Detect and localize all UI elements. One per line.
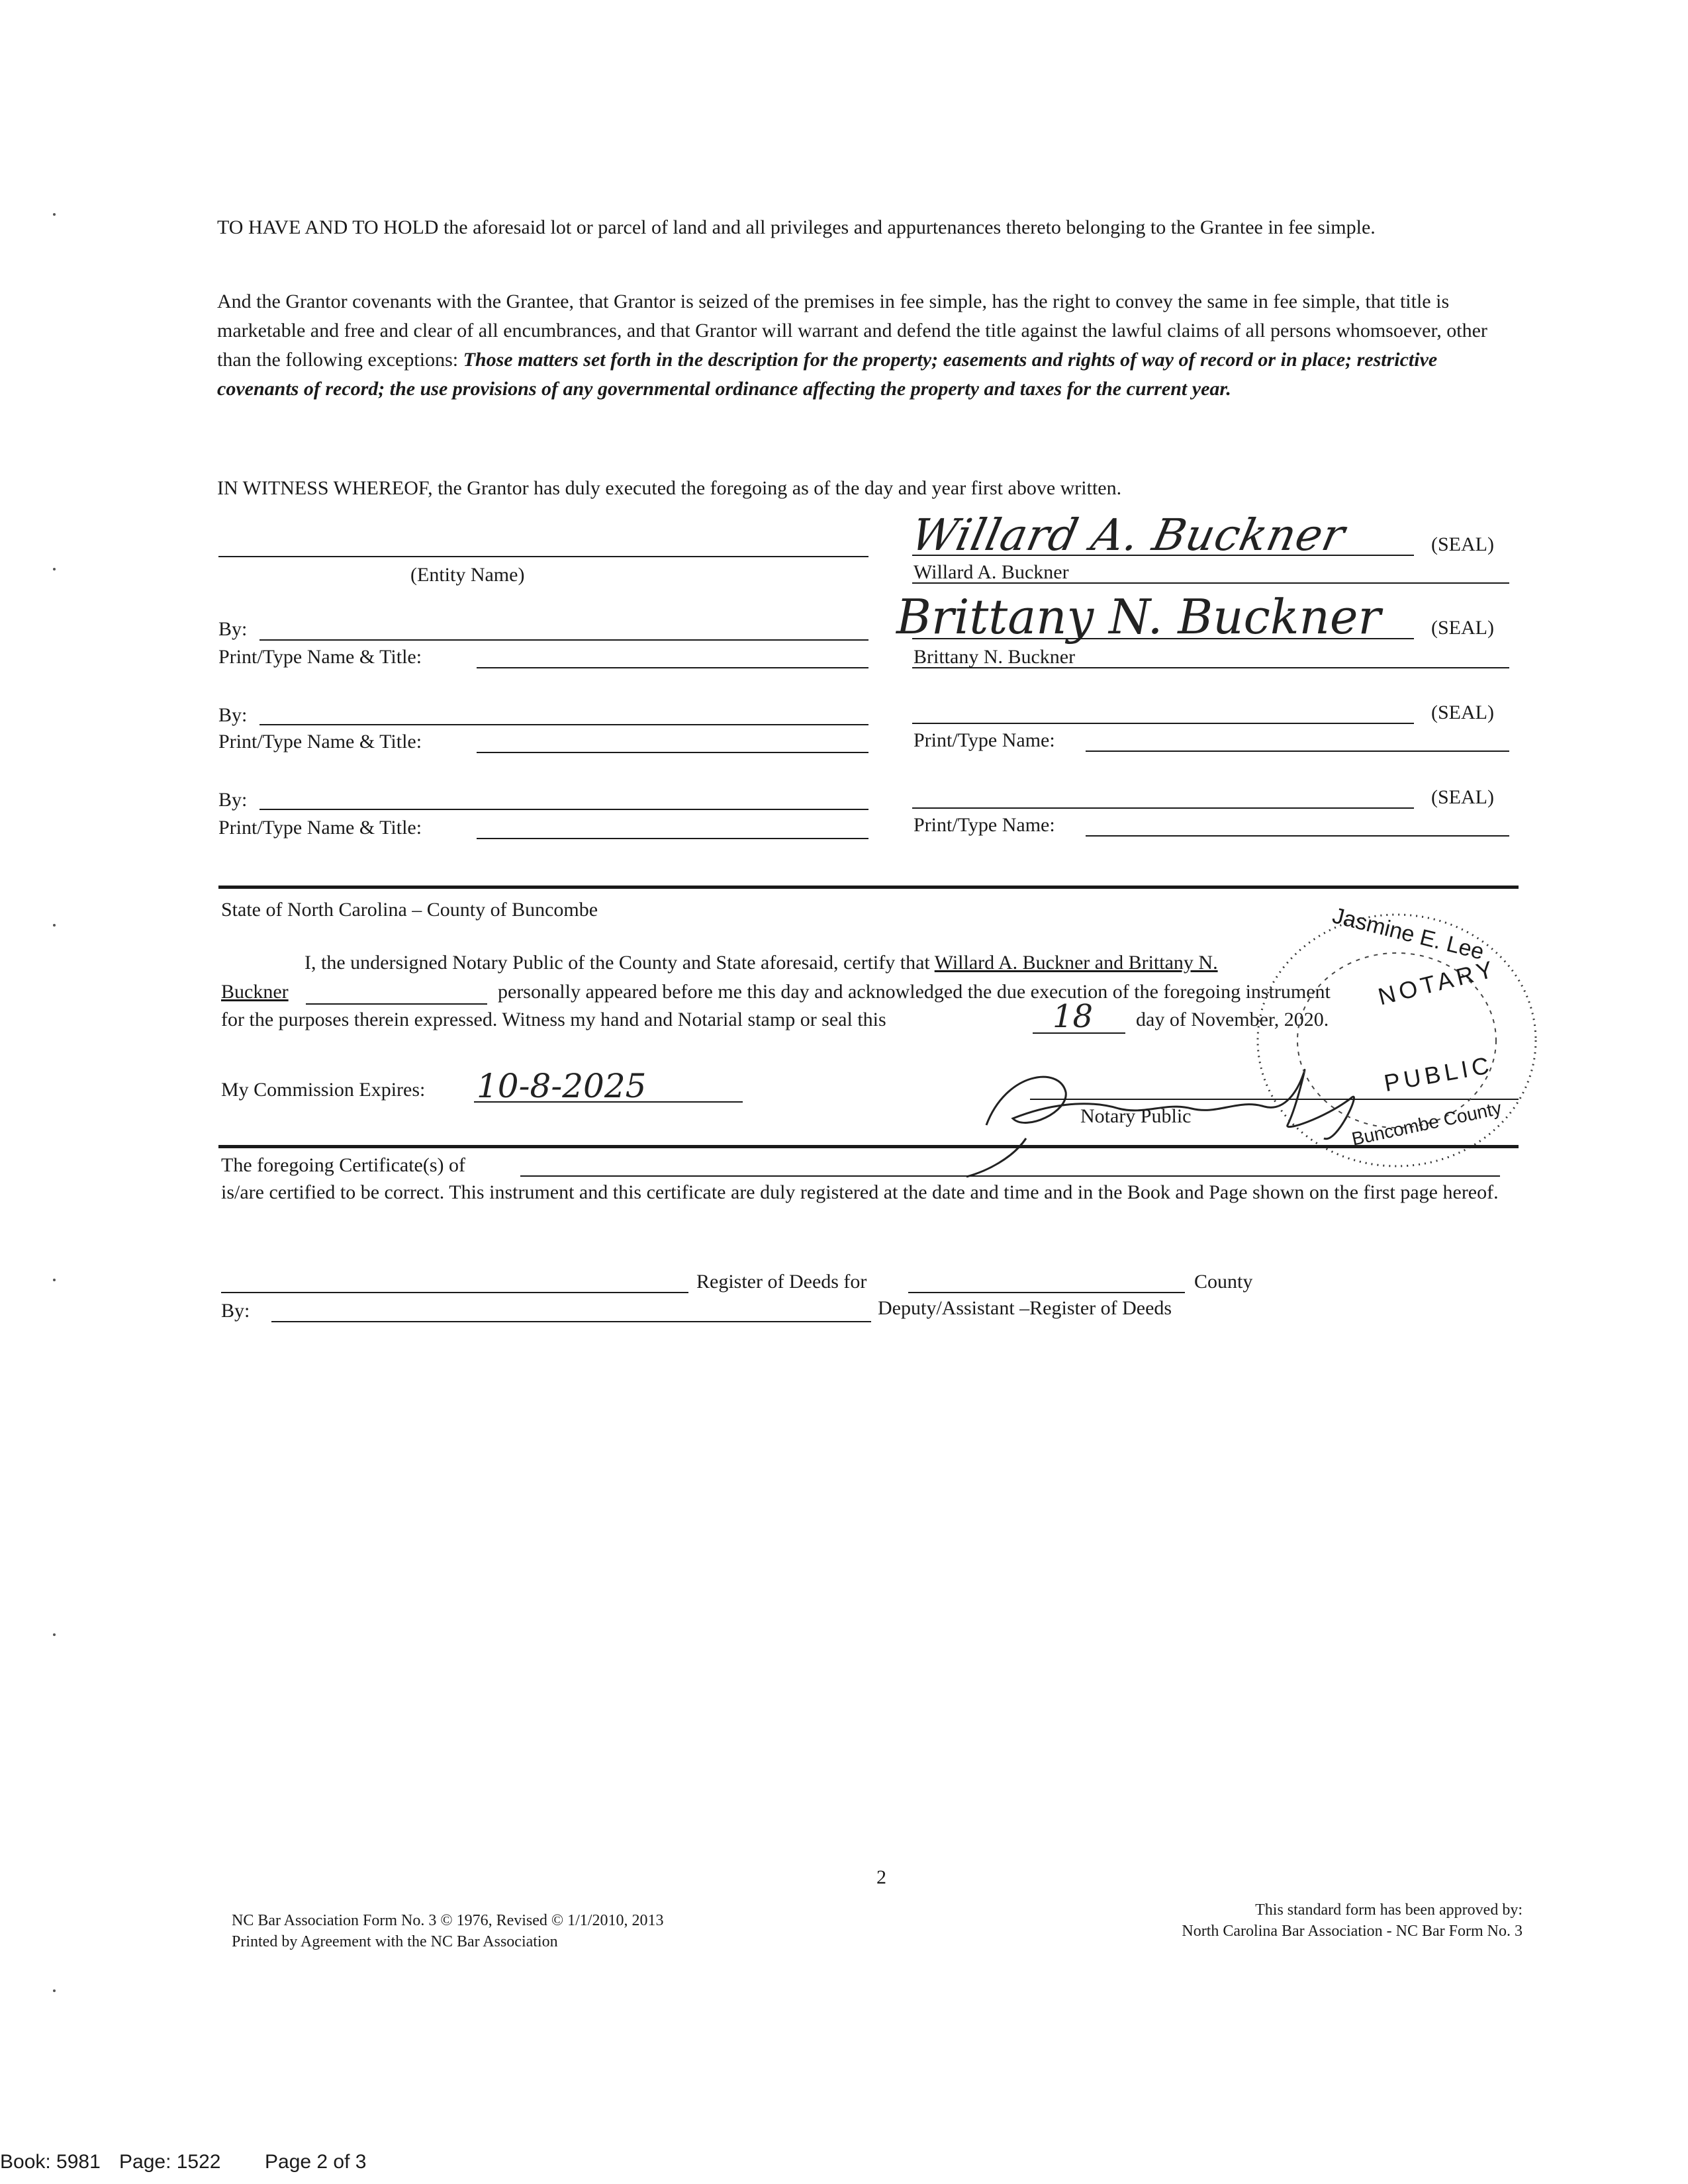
register-county-label: County [1194,1271,1253,1293]
covenants-paragraph [217,287,1515,404]
print-name-title-line-3 [477,838,868,839]
seal-label-2: (SEAL) [1431,617,1494,639]
print-name-line-4 [1086,835,1509,837]
foregoing-label: The foregoing Certificate(s) of [221,1154,466,1176]
entity-name-line [218,556,868,557]
notary-seal-title-1: NOTARY [1375,954,1499,1011]
notary-cert-text-3: for the purposes therein expressed. Witness my hand and Notarial stamp or seal this [221,1009,886,1030]
notary-bottom-rule [218,1145,1519,1148]
seal-label-4: (SEAL) [1431,786,1494,808]
witness-paragraph: IN WITNESS WHEREOF, the Grantor has duly executed the foregoing as of the day and year first above written. [217,477,1122,499]
scan-dot [53,1989,56,1992]
deputy-label: Deputy/Assistant –Register of Deeds [878,1297,1172,1319]
by-line-3 [259,809,868,810]
covenants-intro: And the Grantor covenants with the Grantee, that Grantor is seized of the premises in fee simple, has the right to convey the same in fee simple, that title is marketable and free and clear of all encumbrances, and that Grantor will warrant and defend the title against the lawful claims of all persons whomsoever, other than the following exceptions: [217,291,1487,371]
grantor4-signature-line [912,807,1414,809]
certified-text: is/are certified to be correct. This instrument and this certificate are duly registered at the date and time and in the Book and Page shown on the first page hereof. [221,1181,1499,1203]
habendum-paragraph: TO HAVE AND TO HOLD the aforesaid lot or parcel of land and all privileges and appurtenances thereto belonging to the Grantee in fee simple. [217,216,1376,238]
print-name-title-line-1 [477,667,868,668]
by-line-2 [259,724,868,725]
print-name-line-3 [1086,751,1509,752]
commission-value: 10-8-2025 [477,1067,647,1105]
grantor2-name-line [912,667,1509,668]
notary-cert-line1 [305,952,1218,974]
footer-left-line1: NC Bar Association Form No. 3 © 1976, Revised © 1/1/2010, 2013 [232,1912,664,1929]
notary-signers-line1: Willard A. Buckner and Brittany N. [934,952,1218,974]
notary-public-label: Notary Public [1080,1105,1192,1127]
by-line-1 [259,639,868,641]
by-label-3: By: [218,789,248,811]
notary-seal-name: Jasmine E. Lee [1330,903,1487,965]
print-name-title-label-1: Print/Type Name & Title: [218,646,422,668]
notary-cert-text-2: personally appeared before me this day and acknowledged the due execution of the foregoing instrument [498,981,1331,1003]
footer-left-line2: Printed by Agreement with the NC Bar Association [232,1933,558,1950]
grantor1-signature-line [912,555,1414,556]
print-name-title-line-2 [477,752,868,753]
notary-day-value: 18 [1053,998,1094,1035]
print-name-label-3: Print/Type Name: [914,729,1055,751]
notary-signers-line2: Buckner [221,981,289,1003]
scan-dot [53,568,56,570]
covenants-exceptions: Those matters set forth in the description for the property; easements and rights of way of record or in place; restrictive covenants of record; the use provisions of any governmental ordinance affecting the property and taxes for the current year. [217,349,1438,400]
commission-line [474,1101,743,1103]
footer-left [232,1910,663,1952]
recording-page: Page: 1522 [119,2151,221,2173]
notary-seal [1251,903,1542,1173]
notary-cert-text-4: day of November, 2020. [1136,1009,1329,1030]
scan-dot [53,1633,56,1636]
entity-name-label: (Entity Name) [410,564,525,586]
register-name-line [221,1292,688,1293]
notary-day-line [1033,1032,1125,1034]
grantor1-name: Willard A. Buckner [914,561,1069,583]
print-name-title-label-3: Print/Type Name & Title: [218,817,422,839]
notary-venue: State of North Carolina – County of Buncombe [221,899,598,921]
by-label-1: By: [218,618,248,640]
scan-dot [53,213,56,216]
grantor1-signature: Willard A. Buckner [906,510,1350,561]
print-name-label-4: Print/Type Name: [914,814,1055,836]
page-number: 2 [876,1866,886,1888]
register-by-label: By: [221,1300,250,1322]
scan-dot [53,1279,56,1281]
notary-cert-text-1: I, the undersigned Notary Public of the County and State aforesaid, certify that [305,952,935,974]
footer-right-line2: North Carolina Bar Association - NC Bar Form No. 3 [1182,1923,1523,1940]
notary-seal-title-2: PUBLIC [1382,1050,1495,1097]
notary-top-rule [218,886,1519,889]
commission-label: My Commission Expires: [221,1079,426,1101]
grantor2-signature-line [912,638,1414,639]
scan-dot [53,924,56,927]
grantor1-name-line [912,582,1509,584]
register-label: Register of Deeds for [696,1271,867,1293]
register-by-line [271,1321,871,1322]
foregoing-line [520,1175,1500,1177]
footer-right-line1: This standard form has been approved by: [1255,1901,1523,1919]
seal-label-3: (SEAL) [1431,702,1494,723]
register-county-line [908,1292,1185,1293]
seal-label-1: (SEAL) [1431,533,1494,555]
recording-page-of: Page 2 of 3 [265,2151,367,2173]
grantor2-name: Brittany N. Buckner [914,646,1076,668]
footer-right [1182,1899,1523,1942]
grantor2-signature: Brittany N. Buckner [896,589,1381,645]
by-label-2: By: [218,704,248,726]
notary-seal-county: Buncombe County [1350,1097,1503,1150]
recording-book: Book: 5981 [0,2151,101,2173]
notary-signers-blank [306,1003,487,1005]
grantor3-signature-line [912,723,1414,724]
print-name-title-label-2: Print/Type Name & Title: [218,731,422,752]
